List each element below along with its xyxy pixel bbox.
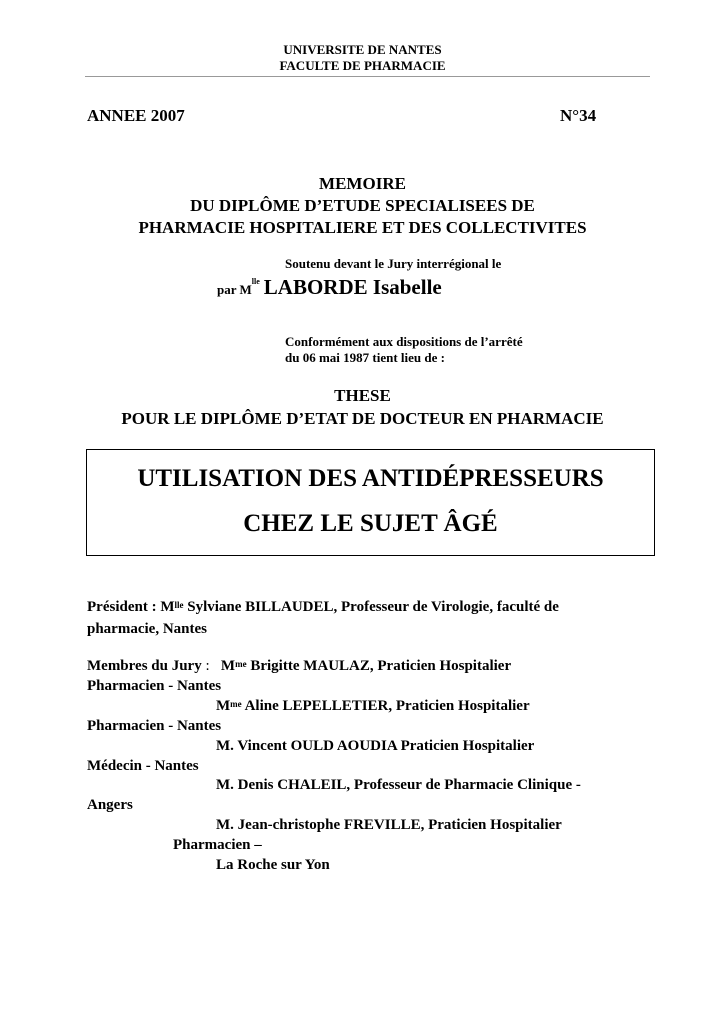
university-name: UNIVERSITE DE NANTES xyxy=(283,42,442,57)
candidate-line xyxy=(217,275,442,300)
header-divider xyxy=(85,76,650,77)
jury-member-5: M. Jean-christophe FREVILLE, Praticien Hospitalier xyxy=(216,817,562,833)
jury-member-2: $M^{me}$ Aline LEPELLETIER, Praticien Hospitalier xyxy=(216,698,530,714)
memoire-heading: MEMOIRE xyxy=(319,174,406,193)
thesis-title-box xyxy=(86,449,655,556)
jury-member-3-affiliation: Médecin - Nantes xyxy=(87,758,199,774)
jury-member-4-affiliation: Angers xyxy=(87,797,133,813)
thesis-title-line-1: UTILISATION DES ANTIDÉPRESSEURS xyxy=(137,465,604,492)
jury-member-5-profession: Pharmacien – xyxy=(173,837,262,853)
faculty-name: FACULTE DE PHARMACIE xyxy=(279,58,446,73)
document-number: N°34 xyxy=(560,106,597,125)
jury-member-3: M. Vincent OULD AOUDIA Praticien Hospitalier xyxy=(216,738,535,754)
jury-president: Président : $M^{lle}$ Sylviane BILLAUDEL, Professeur de Virologie, faculté de xyxy=(87,599,559,615)
memoire-diploma: DU DIPLÔME D’ETUDE SPECIALISEES DE xyxy=(190,196,535,215)
year-label: ANNEE 2007 xyxy=(87,106,185,125)
jury-members-line: Membres du Jury : $M^{me}$ Brigitte MAULAZ, Praticien Hospitalier xyxy=(87,658,512,674)
jury-member-1-affiliation: Pharmacien - Nantes xyxy=(87,678,222,694)
defense-statement: Soutenu devant le Jury interrégional le xyxy=(285,256,502,271)
conformity-line-2: du 06 mai 1987 tient lieu de : xyxy=(285,350,445,365)
jury-member-2-affiliation: Pharmacien - Nantes xyxy=(87,718,222,734)
jury-president-affiliation: pharmacie, Nantes xyxy=(87,621,207,637)
jury-member-4: M. Denis CHALEIL, Professeur de Pharmacie Clinique - xyxy=(216,777,581,793)
conformity-line-1: Conformément aux dispositions de l’arrêté xyxy=(285,334,523,349)
memoire-specialty: PHARMACIE HOSPITALIERE ET DES COLLECTIVITES xyxy=(138,218,587,237)
these-heading: THESE xyxy=(334,386,391,405)
thesis-title-line-2: CHEZ LE SUJET ÂGÉ xyxy=(243,510,498,537)
jury-members-label: Membres du Jury xyxy=(87,658,202,674)
candidate-name: LABORDE Isabelle xyxy=(263,275,442,299)
these-diploma: POUR LE DIPLÔME D’ETAT DE DOCTEUR EN PHARMACIE xyxy=(121,409,604,428)
jury-member-5-location: La Roche sur Yon xyxy=(216,857,330,873)
candidate-prefix: par $M^{lle}$ xyxy=(217,277,260,297)
